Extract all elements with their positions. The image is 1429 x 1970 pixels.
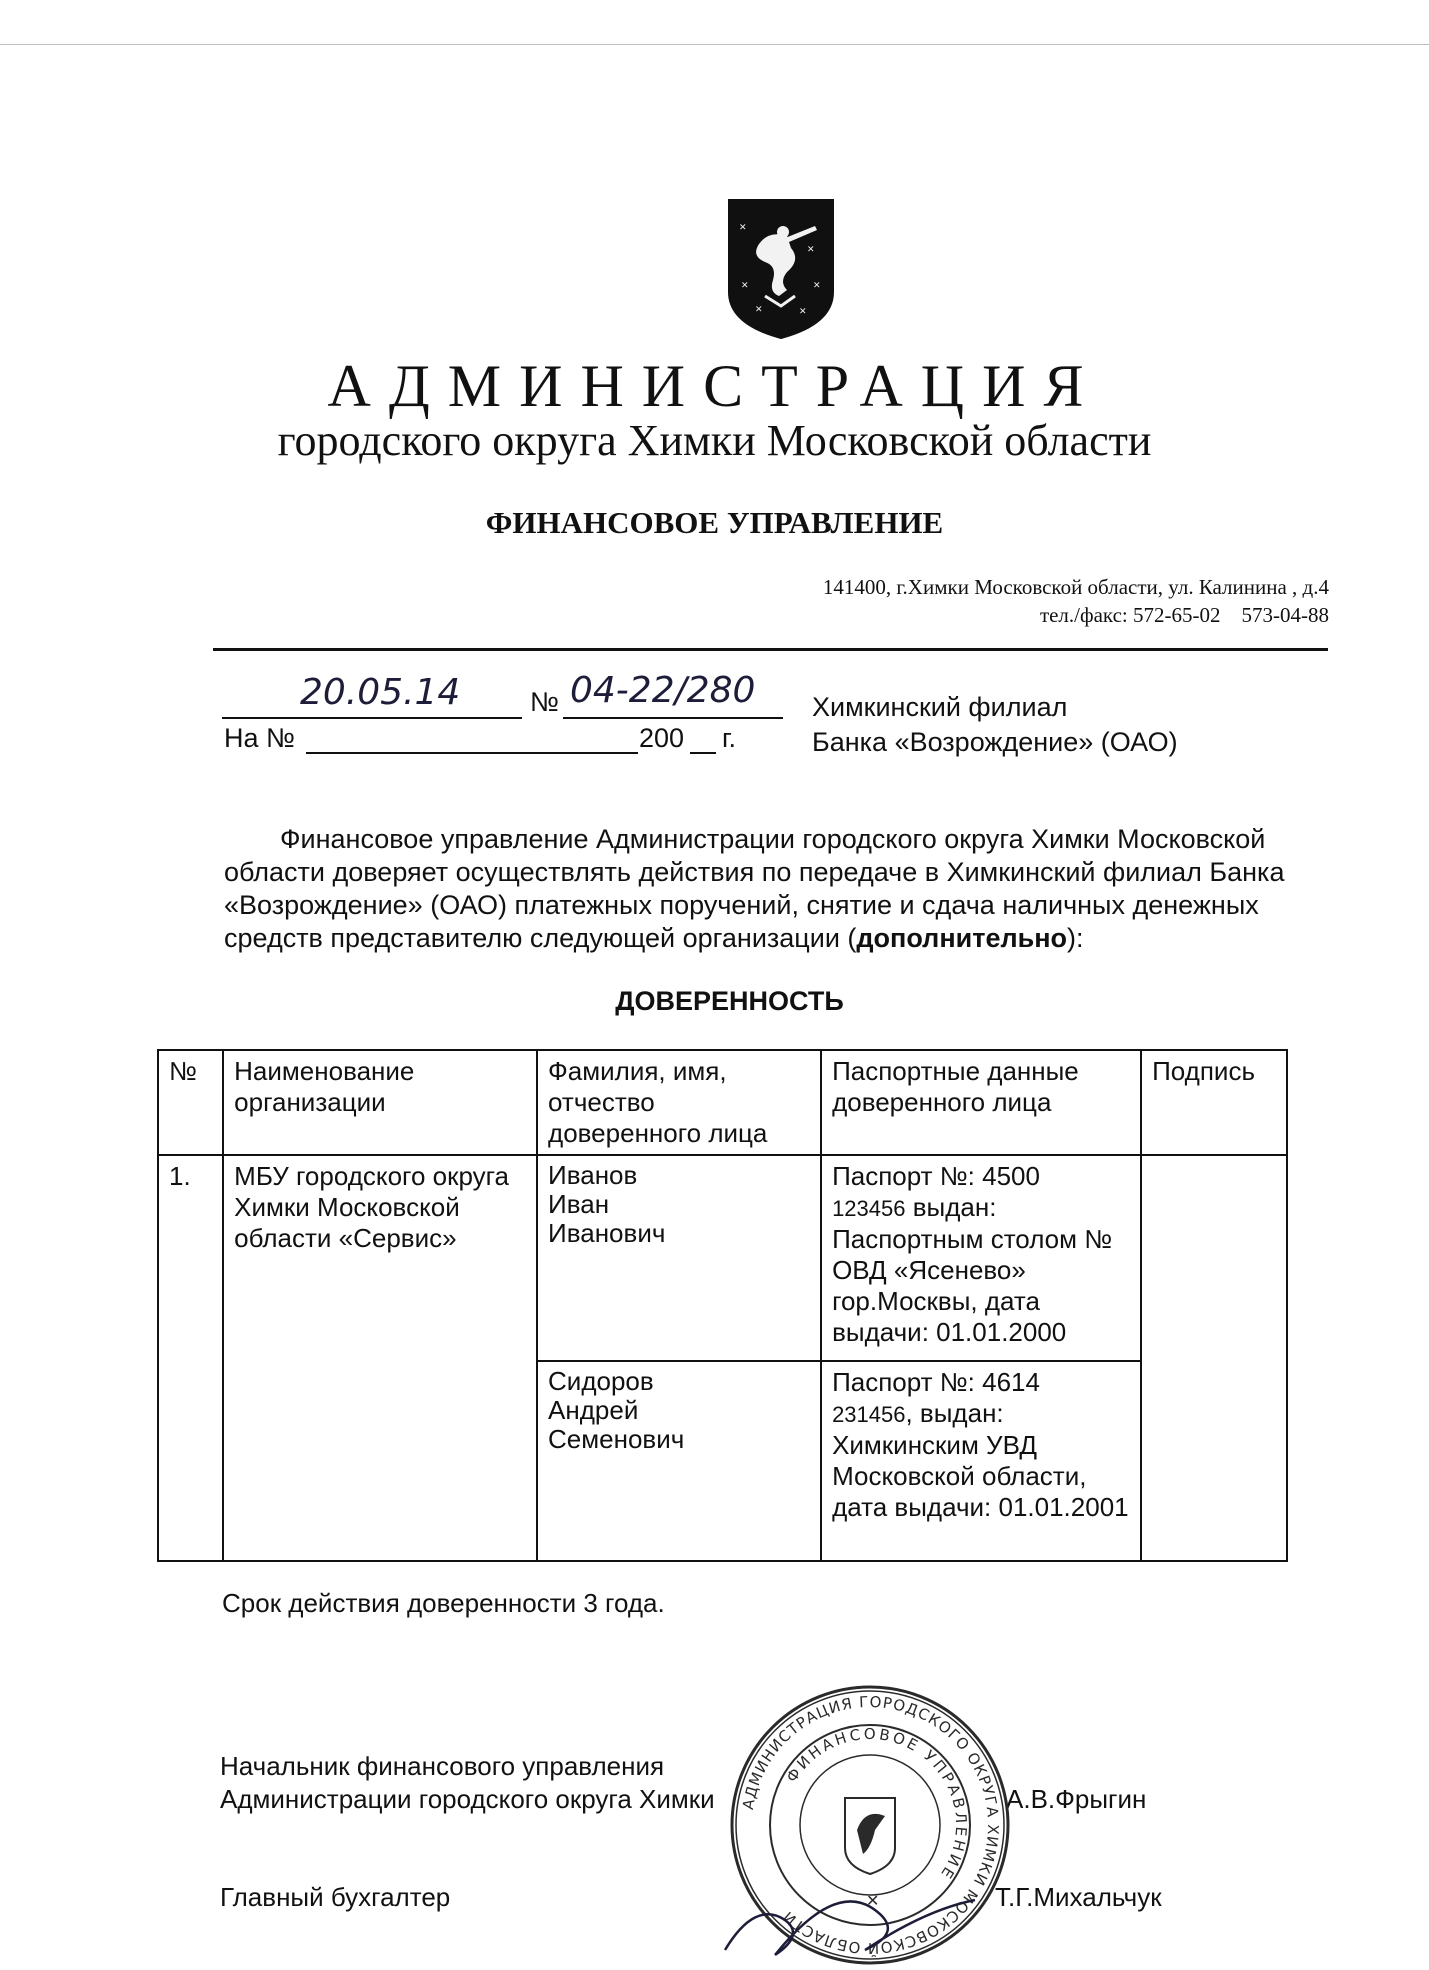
row-number: 1. <box>158 1155 223 1561</box>
date-underline <box>222 717 522 719</box>
svg-text:ФИНАНСОВОЕ УПРАВЛЕНИЕ: ФИНАНСОВОЕ УПРАВЛЕНИЕ <box>782 1724 971 1884</box>
body-text-end: ): <box>1067 923 1084 953</box>
passport-number: 231456 <box>832 1402 906 1427</box>
year-suffix: г. <box>722 723 737 753</box>
passport-issued: , выдан: Химкинским УВД Московской области, дата выдачи: 01.01.2001 <box>832 1398 1129 1522</box>
svg-text:✕: ✕ <box>739 223 747 233</box>
accountant-role: Главный бухгалтер <box>220 1882 451 1912</box>
proxy-table <box>157 1049 1288 1562</box>
head-role-line: Начальник финансового управления <box>220 1751 665 1781</box>
page-subtitle: городского округа Химки Московской области <box>277 416 1152 465</box>
handwritten-number: 04-22/280 <box>570 670 756 711</box>
svg-text:✕: ✕ <box>741 281 749 291</box>
person-name-line: Иван <box>548 1189 610 1219</box>
person-name-cell <box>537 1361 821 1561</box>
passport-issued: выдан: Паспортным столом № ОВД «Ясенево» гор.Москвы, дата выдачи: 01.01.2000 <box>832 1192 1113 1347</box>
passport-number: 123456 <box>832 1196 906 1221</box>
recipient-line: Химкинский филиал <box>812 692 1068 722</box>
person-name-line: Иванович <box>548 1218 666 1248</box>
in-reply-underline <box>306 752 638 754</box>
validity-text: Срок действия доверенности 3 года. <box>222 1588 665 1618</box>
table-row <box>158 1155 1287 1361</box>
passport-label: Паспорт №: 4614 <box>832 1367 1040 1397</box>
svg-text:✕: ✕ <box>799 307 807 317</box>
recipient-line: Банка «Возрождение» (ОАО) <box>812 727 1178 757</box>
header-person-name: Фамилия, имя, отчество доверенного лица <box>537 1050 821 1155</box>
number-label: № <box>530 687 559 717</box>
head-role <box>220 1750 715 1816</box>
header-number: № <box>158 1050 223 1155</box>
handwritten-date: 20.05.14 <box>300 672 461 713</box>
body-paragraph <box>224 823 1334 955</box>
svg-text:✕: ✕ <box>755 305 763 315</box>
year-label: 200 <box>639 723 685 753</box>
passport-cell <box>821 1155 1141 1361</box>
table-header-row <box>158 1050 1287 1155</box>
passport-label: Паспорт №: 4500 <box>832 1161 1040 1191</box>
svg-text:✕: ✕ <box>807 245 815 255</box>
body-text: Финансовое управление Администрации городского округа Химки Московской области доверяет осуществлять действия по передаче в Химкинский филиал Банка «Возрождение» (ОАО) платежных поручений, снятие и сдача наличных денежных средств представителю следующей организации ( <box>224 824 1285 953</box>
phones: тел./факс: 572-65-02 573-04-88 <box>1039 603 1329 627</box>
page-title: АДМИНИСТРАЦИЯ <box>327 353 1102 419</box>
handwritten-signature <box>715 1840 1015 1960</box>
person-name-line: Сидоров <box>548 1366 654 1396</box>
header-passport: Паспортные данные доверенного лица <box>821 1050 1141 1155</box>
header-organization: Наименование организации <box>223 1050 537 1155</box>
recipient-block <box>812 690 1178 760</box>
document-heading: ДОВЕРЕННОСТЬ <box>615 986 844 1016</box>
head-role-line: Администрации городского округа Химки <box>220 1784 715 1814</box>
header-divider <box>213 648 1328 651</box>
address: 141400, г.Химки Московской области, ул. Калинина , д.4 <box>822 575 1329 599</box>
signature-cell <box>1141 1155 1287 1561</box>
in-reply-label: На № <box>224 723 295 753</box>
number-underline <box>563 717 783 719</box>
svg-text:АДМИНИСТРАЦИЯ ГОРОДСКОГО ОКРУГ: АДМИНИСТРАЦИЯ ГОРОДСКОГО ОКРУГА ХИМКИ МОСКОВСКОЙ ОБЛАСТИ <box>739 1692 1003 1958</box>
passport-cell <box>821 1361 1141 1561</box>
department-name: ФИНАНСОВОЕ УПРАВЛЕНИЕ <box>485 505 944 540</box>
body-emphasis: дополнительно <box>856 923 1068 953</box>
coat-of-arms-icon <box>725 196 837 342</box>
svg-text:✕: ✕ <box>813 281 821 291</box>
svg-text:✕: ✕ <box>866 1891 880 1910</box>
person-name-line: Иванов <box>548 1160 638 1190</box>
person-name-line: Андрей <box>548 1395 639 1425</box>
header-signature: Подпись <box>1141 1050 1287 1155</box>
person-name-cell <box>537 1155 821 1361</box>
year-underline <box>690 752 716 754</box>
person-name-line: Семенович <box>548 1424 685 1454</box>
scan-edge-line <box>0 44 1429 45</box>
accountant-name: Т.Г.Михальчук <box>995 1882 1162 1912</box>
row-organization: МБУ городского округа Химки Московской области «Сервис» <box>223 1155 537 1561</box>
head-name: А.В.Фрыгин <box>1006 1784 1147 1814</box>
